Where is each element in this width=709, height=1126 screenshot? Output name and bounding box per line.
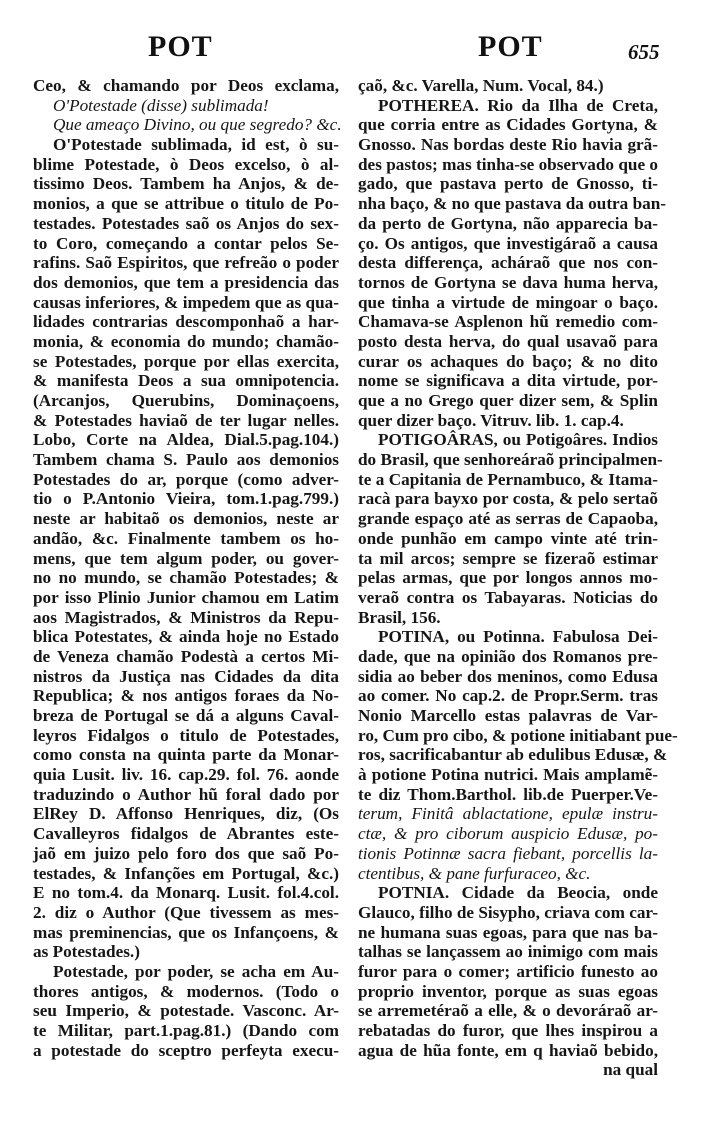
text-line: ta mil arcos; sempre se fizeraõ estimar — [358, 548, 658, 568]
text-line: mas preminencias, que os Infançoens, & — [33, 922, 339, 942]
text-line: as Potestades.) — [33, 942, 140, 962]
text-line: te a Capitania de Pernambuco, & Itama- — [358, 469, 658, 489]
text-line: blica Potestates, & ainda hoje no Estado — [33, 627, 339, 647]
text-line: Chamava-se Asplenon hũ remedio com- — [358, 312, 658, 332]
text-line: O'Potestade (disse) sublimada! — [53, 95, 269, 115]
text-line: causas inferiores, & impedem que as qua- — [33, 292, 339, 312]
text-line: quia Lusit. liv. 16. cap.29. fol. 76. aonde — [33, 765, 339, 785]
text-line: Potestades do ar, porque (como adver- — [33, 469, 339, 489]
text-line: E no tom.4. da Monarq. Lusit. fol.4.col. — [33, 883, 339, 903]
text-line: ro, Cum pro cibo, & potione initiabant pue- — [358, 725, 678, 745]
text-line: de Veneza chamão Podestà a certos Mi- — [33, 646, 339, 666]
text-line: terum, Finitâ ablactatione, epulæ instru- — [358, 804, 658, 824]
text-line: testades, & Infanções em Portugal, &c.) — [33, 863, 339, 883]
text-line: furor para o comer; artificio funesto ao — [358, 961, 658, 981]
text-line: tornos de Gortyna se dava huma herva, — [358, 272, 658, 292]
text-line: nome se significava a dita virtude, por- — [358, 371, 658, 391]
text-line: POTIGOÂRAS, ou Potigoâres. Indios — [378, 430, 658, 450]
text-line: grande espaço até as serras de Capaoba, — [358, 509, 658, 529]
text-line: como consta na quinta parte da Monar- — [33, 745, 339, 765]
text-line: Brasil, 156. — [358, 607, 441, 627]
running-head-left: POT — [148, 30, 213, 63]
text-line: ros, sacrificabantur ab edulibus Edusæ, & — [358, 745, 668, 765]
page-number: 655 — [628, 40, 660, 64]
text-line: à potione Potina nutrici. Mais amplamẽ- — [358, 765, 658, 785]
text-line: 2. diz o Author (Que tivessem as mes- — [33, 902, 339, 922]
text-line: ctæ, & pro ciborum auspicio Edusæ, po- — [358, 824, 658, 844]
text-line: tionis Potinnæ sacra fiebant, porcellis la- — [358, 843, 658, 863]
text-line: seu Imperio, & potestade. Vasconc. Ar- — [33, 1001, 339, 1021]
text-line: çaõ, &c. Varella, Num. Vocal, 84.) — [358, 76, 604, 95]
text-line: POTHEREA. Rio da Ilha de Creta, — [378, 95, 658, 115]
text-line: ço. Os antigos, que investigáraõ a causa — [358, 233, 658, 253]
text-line: ctentibus, & pane furfuraceo, &c. — [358, 863, 591, 883]
text-line: veraõ contra os Tabayaras. Noticias do — [358, 587, 658, 607]
text-line: racà para bayxo por costa, & pelo sertaõ — [358, 489, 658, 509]
text-line: Glauco, filho de Sisypho, criava com car- — [358, 902, 659, 922]
text-line: a potestade do sceptro perfeyta execu- — [33, 1040, 339, 1060]
text-line: se arremetéraõ a elle, & o devoráraõ ar- — [358, 1001, 658, 1021]
text-line: te Militar, part.1.pag.81.) (Dando com — [33, 1021, 339, 1040]
text-line: ao comer. No cap.2. de Propr.Serm. tras — [358, 686, 658, 706]
text-line: que a no Grego quer dizer sem, & Splin — [358, 391, 658, 410]
text-line: andão, &c. Finalmente tambem os ho- — [33, 528, 339, 548]
text-line: monios, a que se attribue o titulo de Po- — [33, 194, 339, 214]
text-line: tissimo Deos. Tambem ha Anjos, & de- — [33, 174, 339, 194]
text-line: te diz Thom.Barthol. lib.de Puerper.Ve- — [358, 784, 658, 804]
text-line: traduzindo o Author hũ foral dado por — [33, 784, 339, 804]
text-line: Republica; & nos antigos foraes da No- — [33, 686, 339, 706]
text-line: onde punhão em campo vinte até trin- — [358, 528, 658, 548]
text-line: aos Magistrados, & Ministros da Repu- — [33, 607, 339, 627]
text-line: Que ameaço Divino, ou que segredo? &c. — [53, 115, 342, 135]
text-line: Tambem chama S. Paulo aos demonios — [33, 450, 339, 470]
text-line: des pastos; mas tinha-se observado que o — [358, 154, 658, 174]
right-column — [358, 76, 678, 1080]
text-line: Nonio Marcello estas palavras de Var- — [358, 706, 658, 725]
text-line: (Arcanjos, Querubins, Dominaçoens, — [33, 391, 339, 410]
text-line: POTNIA. Cidade da Beocia, onde — [378, 883, 658, 903]
text-line: no no mundo, se chamão Potestades; & — [33, 568, 339, 588]
running-head-right: POT — [478, 30, 543, 63]
text-line: breza de Portugal se dá a alguns Caval- — [33, 706, 339, 725]
text-line: dos demonios, que tem a presidencia das — [33, 272, 339, 292]
text-line: curar os achaques do baço; & no dito — [358, 351, 658, 371]
text-line: dade, que na opinião dos Romanos pre- — [358, 646, 658, 666]
text-line: Lobo, Corte na Aldea, Dial.5.pag.104.) — [33, 430, 339, 450]
text-line: ne humana suas egoas, para que nas ba- — [358, 922, 658, 942]
text-line: proprio inventor, porque as suas egoas — [358, 981, 658, 1001]
text-line: blime Potestade, ò Deos excelso, ò al- — [33, 154, 339, 174]
text-line: Potestade, por poder, se acha em Au- — [53, 961, 339, 981]
text-line: sidia ao beber dos meninos, como Edusa — [358, 666, 658, 686]
text-line: lidades contrarias descomponhaõ a har- — [33, 312, 339, 332]
text-line: pelas armas, que por longos annos mo- — [358, 568, 658, 588]
text-line: nistros da Justiça nas Cidades da dita — [33, 666, 339, 686]
text-line: que tinha a virtude de mingoar o baço. — [358, 292, 658, 312]
text-line: thores antigos, & modernos. (Todo o — [33, 981, 339, 1001]
text-line: POTINA, ou Potinna. Fabulosa Dei- — [378, 627, 658, 647]
text-line: rebatadas do furor, que lhes inspirou a — [358, 1021, 658, 1040]
text-line: quer dizer baço. Vitruv. lib. 1. cap.4. — [358, 410, 624, 430]
text-line: nha baço, & no que pastava da outra ban- — [358, 194, 667, 214]
text-line: agua de hũa fonte, em q haviaõ bebido, — [358, 1040, 658, 1060]
left-column — [33, 76, 342, 1060]
text-line: ElRey D. Affonso Henriques, diz, (Os — [33, 804, 339, 824]
text-line: Gnosso. Nas bordas deste Rio havia grã- — [358, 135, 658, 155]
text-line: desta differença, acháraõ que nos con- — [358, 253, 658, 273]
text-line: testades. Potestades saõ os Anjos do sex- — [33, 213, 339, 233]
text-line: posto desta herva, do qual usavaõ para — [358, 331, 658, 351]
text-line: leyros Fidalgos o titulo de Potestades, — [33, 725, 339, 745]
text-line: monia, & economia do mundo; chamão- — [33, 331, 339, 351]
text-line: Cavalleyros fidalgos de Abrantes este- — [33, 824, 339, 844]
text-line: do Brasil, que senhoreáraõ principalmen- — [358, 450, 663, 470]
text-line: O'Potestade sublimada, id est, ò su- — [53, 135, 339, 155]
text-line: & manifesta Deos a sua omnipotencia. — [33, 371, 339, 391]
text-line: tio o P.Antonio Vieira, tom.1.pag.799.) — [33, 489, 339, 509]
text-line: da perto de Gortyna, não apparecia ba- — [358, 213, 658, 233]
text-line: Ceo, & chamando por Deos exclama, — [33, 76, 339, 95]
text-line: se Potestades, porque por ellas exercita, — [33, 351, 339, 371]
text-line: talhas se lançassem ao inimigo com mais — [358, 942, 658, 962]
text-line: to Coro, começando a contar pelos Se- — [33, 233, 339, 253]
text-line: gado, que pastava perto de Gnosso, ti- — [358, 174, 658, 194]
text-line: rafins. Saõ Espiritos, que refreão o poder — [33, 253, 339, 273]
text-line: mens, que tem algum poder, ou gover- — [33, 548, 339, 568]
text-line: neste ar habitaõ os demonios, neste ar — [33, 509, 339, 529]
text-line: na qual — [603, 1060, 658, 1080]
text-line: que corria entre as Cidades Gortyna, & — [358, 115, 658, 135]
text-line: jaõ em juizo pelo foro dos que saõ Po- — [33, 843, 339, 863]
text-line: & Potestades haviaõ de ter lugar nelles. — [33, 410, 339, 430]
text-line: por isso Plinio Junior chamou em Latim — [33, 587, 339, 607]
